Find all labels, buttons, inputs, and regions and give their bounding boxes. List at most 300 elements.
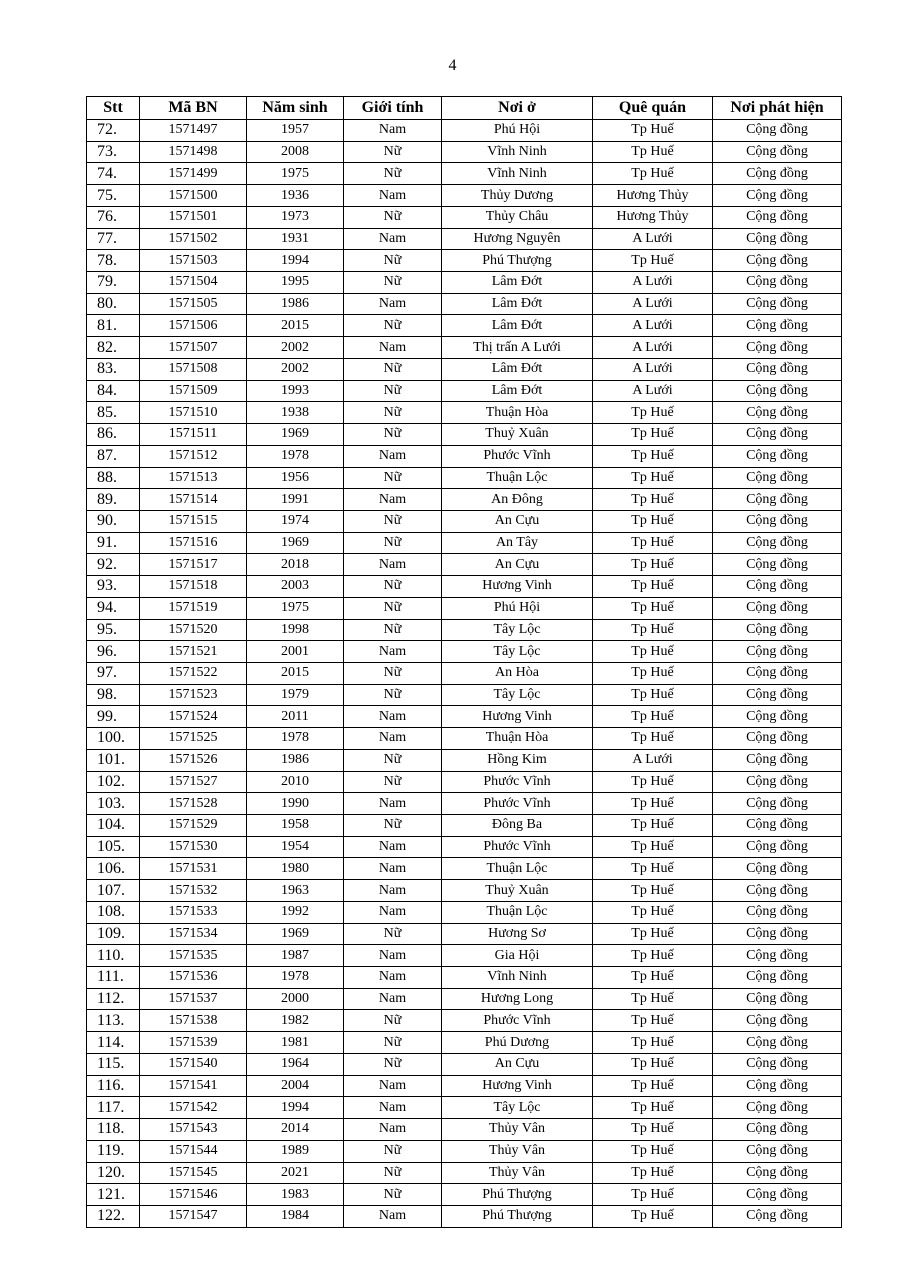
cell-detection-place: Cộng đồng [713,293,842,315]
cell-gender: Nam [344,337,442,359]
cell-detection-place: Cộng đồng [713,858,842,880]
table-row [87,771,842,793]
cell-detection-place: Cộng đồng [713,662,842,684]
table-row [87,597,842,619]
cell-residence: Phú Dương [442,1032,593,1054]
cell-gender: Nữ [344,532,442,554]
table-row [87,836,842,858]
cell-detection-place: Cộng đồng [713,185,842,207]
cell-residence: Vĩnh Ninh [442,967,593,989]
table-row [87,815,842,837]
cell-birth-year: 1978 [247,728,344,750]
cell-gender: Nữ [344,1010,442,1032]
cell-hometown: Tp Huế [593,836,713,858]
cell-residence: Thủy Dương [442,185,593,207]
table-row [87,337,842,359]
cell-birth-year: 1936 [247,185,344,207]
cell-hometown: Tp Huế [593,771,713,793]
cell-residence: Tây Lộc [442,684,593,706]
cell-hometown: Tp Huế [593,510,713,532]
cell-gender: Nữ [344,1053,442,1075]
table-row [87,880,842,902]
cell-gender: Nữ [344,1162,442,1184]
cell-birth-year: 2004 [247,1075,344,1097]
cell-patient-code: 1571530 [140,836,247,858]
table-row [87,1162,842,1184]
cell-patient-code: 1571498 [140,141,247,163]
cell-hometown: Tp Huế [593,120,713,142]
table-row [87,489,842,511]
cell-patient-code: 1571524 [140,706,247,728]
cell-hometown: Tp Huế [593,1097,713,1119]
cell-residence: An Cựu [442,1053,593,1075]
table-row [87,1010,842,1032]
cell-hometown: Tp Huế [593,641,713,663]
cell-gender: Nam [344,1205,442,1227]
cell-patient-code: 1571503 [140,250,247,272]
cell-stt: 73. [87,141,140,163]
cell-patient-code: 1571534 [140,923,247,945]
cell-residence: Thủy Châu [442,206,593,228]
table-row [87,619,842,641]
cell-birth-year: 1969 [247,923,344,945]
cell-detection-place: Cộng đồng [713,836,842,858]
cell-patient-code: 1571526 [140,749,247,771]
table-row [87,576,842,598]
cell-stt: 104. [87,815,140,837]
cell-hometown: Tp Huế [593,1162,713,1184]
cell-stt: 95. [87,619,140,641]
cell-birth-year: 1981 [247,1032,344,1054]
cell-hometown: Tp Huế [593,684,713,706]
cell-stt: 122. [87,1205,140,1227]
cell-residence: An Cựu [442,554,593,576]
cell-detection-place: Cộng đồng [713,728,842,750]
cell-hometown: Hương Thủy [593,206,713,228]
cell-patient-code: 1571532 [140,880,247,902]
cell-stt: 80. [87,293,140,315]
cell-birth-year: 1987 [247,945,344,967]
cell-hometown: Tp Huế [593,1140,713,1162]
cell-residence: Phước Vĩnh [442,1010,593,1032]
cell-hometown: Tp Huế [593,576,713,598]
cell-patient-code: 1571537 [140,988,247,1010]
cell-birth-year: 2001 [247,641,344,663]
cell-birth-year: 1979 [247,684,344,706]
cell-stt: 119. [87,1140,140,1162]
cell-hometown: Tp Huế [593,793,713,815]
cell-detection-place: Cộng đồng [713,445,842,467]
cell-detection-place: Cộng đồng [713,1053,842,1075]
table-row [87,945,842,967]
cell-birth-year: 1984 [247,1205,344,1227]
cell-birth-year: 2011 [247,706,344,728]
cell-residence: Thuỷ Xuân [442,880,593,902]
cell-detection-place: Cộng đồng [713,489,842,511]
header-residence: Nơi ở [442,97,593,120]
cell-residence: Lâm Đớt [442,315,593,337]
cell-detection-place: Cộng đồng [713,510,842,532]
cell-stt: 113. [87,1010,140,1032]
cell-gender: Nữ [344,684,442,706]
cell-stt: 101. [87,749,140,771]
cell-detection-place: Cộng đồng [713,815,842,837]
cell-residence: An Hòa [442,662,593,684]
cell-detection-place: Cộng đồng [713,1010,842,1032]
cell-patient-code: 1571497 [140,120,247,142]
cell-hometown: Tp Huế [593,532,713,554]
cell-residence: Phước Vĩnh [442,771,593,793]
cell-detection-place: Cộng đồng [713,228,842,250]
cell-hometown: Tp Huế [593,880,713,902]
cell-detection-place: Cộng đồng [713,988,842,1010]
cell-patient-code: 1571529 [140,815,247,837]
cell-stt: 96. [87,641,140,663]
cell-stt: 108. [87,901,140,923]
table-row [87,858,842,880]
header-stt: Stt [87,97,140,120]
cell-residence: Hương Vinh [442,706,593,728]
cell-stt: 111. [87,967,140,989]
cell-patient-code: 1571500 [140,185,247,207]
cell-detection-place: Cộng đồng [713,576,842,598]
cell-gender: Nam [344,858,442,880]
cell-stt: 94. [87,597,140,619]
cell-hometown: Tp Huế [593,967,713,989]
table-row [87,1140,842,1162]
cell-residence: Thuận Hòa [442,728,593,750]
cell-patient-code: 1571513 [140,467,247,489]
cell-stt: 76. [87,206,140,228]
cell-stt: 74. [87,163,140,185]
cell-gender: Nữ [344,1032,442,1054]
cell-gender: Nam [344,293,442,315]
cell-detection-place: Cộng đồng [713,945,842,967]
cell-residence: Thuận Lộc [442,858,593,880]
cell-patient-code: 1571509 [140,380,247,402]
cell-residence: Phú Hội [442,120,593,142]
table-row [87,1032,842,1054]
cell-detection-place: Cộng đồng [713,967,842,989]
cell-birth-year: 1998 [247,619,344,641]
cell-stt: 112. [87,988,140,1010]
cell-birth-year: 2018 [247,554,344,576]
cell-patient-code: 1571508 [140,358,247,380]
cell-patient-code: 1571544 [140,1140,247,1162]
cell-patient-code: 1571533 [140,901,247,923]
cell-detection-place: Cộng đồng [713,641,842,663]
cell-patient-code: 1571506 [140,315,247,337]
cell-detection-place: Cộng đồng [713,684,842,706]
cell-gender: Nữ [344,467,442,489]
cell-gender: Nữ [344,576,442,598]
cell-residence: Tây Lộc [442,641,593,663]
cell-residence: Hương Vinh [442,576,593,598]
cell-detection-place: Cộng đồng [713,1162,842,1184]
cell-hometown: A Lưới [593,749,713,771]
cell-patient-code: 1571501 [140,206,247,228]
cell-gender: Nữ [344,662,442,684]
cell-hometown: Tp Huế [593,988,713,1010]
cell-hometown: A Lưới [593,380,713,402]
cell-hometown: Tp Huế [593,1053,713,1075]
cell-birth-year: 1995 [247,272,344,294]
page-number: 4 [448,57,457,74]
patient-table [86,96,842,1228]
cell-birth-year: 2014 [247,1119,344,1141]
cell-detection-place: Cộng đồng [713,771,842,793]
cell-patient-code: 1571504 [140,272,247,294]
cell-residence: Thuận Lộc [442,901,593,923]
cell-birth-year: 1964 [247,1053,344,1075]
cell-stt: 91. [87,532,140,554]
cell-residence: Phú Thượng [442,250,593,272]
cell-detection-place: Cộng đồng [713,880,842,902]
cell-patient-code: 1571510 [140,402,247,424]
cell-birth-year: 2021 [247,1162,344,1184]
cell-hometown: Tp Huế [593,1184,713,1206]
cell-stt: 109. [87,923,140,945]
cell-stt: 97. [87,662,140,684]
cell-birth-year: 1954 [247,836,344,858]
table-row [87,510,842,532]
cell-detection-place: Cộng đồng [713,315,842,337]
cell-residence: Tây Lộc [442,619,593,641]
cell-detection-place: Cộng đồng [713,901,842,923]
cell-stt: 103. [87,793,140,815]
cell-patient-code: 1571541 [140,1075,247,1097]
table-row [87,1184,842,1206]
cell-birth-year: 1991 [247,489,344,511]
cell-gender: Nữ [344,380,442,402]
cell-stt: 79. [87,272,140,294]
cell-gender: Nam [344,228,442,250]
table-row [87,206,842,228]
cell-residence: Hồng Kim [442,749,593,771]
cell-residence: Hương Long [442,988,593,1010]
table-row [87,185,842,207]
cell-birth-year: 1958 [247,815,344,837]
table-row [87,901,842,923]
cell-stt: 120. [87,1162,140,1184]
cell-stt: 82. [87,337,140,359]
cell-gender: Nam [344,967,442,989]
cell-patient-code: 1571518 [140,576,247,598]
cell-stt: 88. [87,467,140,489]
cell-birth-year: 1957 [247,120,344,142]
cell-hometown: A Lưới [593,228,713,250]
cell-gender: Nam [344,945,442,967]
cell-detection-place: Cộng đồng [713,706,842,728]
cell-detection-place: Cộng đồng [713,554,842,576]
cell-patient-code: 1571515 [140,510,247,532]
cell-gender: Nữ [344,923,442,945]
cell-residence: Thuỷ Xuân [442,424,593,446]
table-row [87,380,842,402]
cell-gender: Nữ [344,163,442,185]
cell-hometown: Tp Huế [593,815,713,837]
cell-patient-code: 1571516 [140,532,247,554]
cell-gender: Nam [344,489,442,511]
cell-stt: 115. [87,1053,140,1075]
cell-hometown: Tp Huế [593,923,713,945]
cell-gender: Nữ [344,510,442,532]
cell-patient-code: 1571545 [140,1162,247,1184]
table-row [87,1205,842,1227]
cell-gender: Nữ [344,597,442,619]
table-row [87,228,842,250]
cell-stt: 89. [87,489,140,511]
table-row [87,684,842,706]
cell-gender: Nữ [344,749,442,771]
cell-residence: Thủy Vân [442,1119,593,1141]
cell-detection-place: Cộng đồng [713,467,842,489]
cell-gender: Nam [344,728,442,750]
cell-birth-year: 1969 [247,424,344,446]
cell-stt: 121. [87,1184,140,1206]
cell-stt: 98. [87,684,140,706]
cell-detection-place: Cộng đồng [713,424,842,446]
cell-hometown: Tp Huế [593,445,713,467]
cell-gender: Nam [344,836,442,858]
cell-stt: 116. [87,1075,140,1097]
cell-patient-code: 1571528 [140,793,247,815]
table-row [87,445,842,467]
header-gender: Giới tính [344,97,442,120]
cell-residence: Phú Thượng [442,1205,593,1227]
cell-gender: Nữ [344,206,442,228]
cell-stt: 78. [87,250,140,272]
cell-gender: Nữ [344,250,442,272]
cell-patient-code: 1571540 [140,1053,247,1075]
cell-birth-year: 2015 [247,662,344,684]
cell-stt: 110. [87,945,140,967]
cell-stt: 77. [87,228,140,250]
cell-birth-year: 1978 [247,445,344,467]
cell-stt: 100. [87,728,140,750]
cell-hometown: Tp Huế [593,467,713,489]
cell-detection-place: Cộng đồng [713,1205,842,1227]
cell-residence: Thủy Vân [442,1162,593,1184]
cell-stt: 83. [87,358,140,380]
cell-birth-year: 2002 [247,337,344,359]
cell-birth-year: 1993 [247,380,344,402]
cell-residence: Lâm Đớt [442,293,593,315]
cell-detection-place: Cộng đồng [713,1097,842,1119]
cell-residence: Phú Thượng [442,1184,593,1206]
cell-birth-year: 1969 [247,532,344,554]
cell-detection-place: Cộng đồng [713,619,842,641]
cell-residence: An Tây [442,532,593,554]
cell-detection-place: Cộng đồng [713,1184,842,1206]
cell-residence: Vĩnh Ninh [442,141,593,163]
cell-patient-code: 1571511 [140,424,247,446]
cell-patient-code: 1571525 [140,728,247,750]
cell-hometown: Tp Huế [593,141,713,163]
cell-patient-code: 1571547 [140,1205,247,1227]
cell-stt: 85. [87,402,140,424]
cell-stt: 84. [87,380,140,402]
header-patient-code: Mã BN [140,97,247,120]
table-row [87,967,842,989]
table-row [87,424,842,446]
cell-birth-year: 1980 [247,858,344,880]
cell-birth-year: 2008 [247,141,344,163]
cell-gender: Nam [344,988,442,1010]
cell-hometown: A Lưới [593,293,713,315]
cell-patient-code: 1571543 [140,1119,247,1141]
table-row [87,141,842,163]
cell-hometown: Tp Huế [593,706,713,728]
cell-gender: Nam [344,1097,442,1119]
table-row [87,1053,842,1075]
cell-hometown: Tp Huế [593,945,713,967]
cell-residence: Phước Vĩnh [442,445,593,467]
table-row [87,1075,842,1097]
cell-hometown: Tp Huế [593,424,713,446]
cell-patient-code: 1571519 [140,597,247,619]
cell-birth-year: 1986 [247,293,344,315]
cell-detection-place: Cộng đồng [713,1119,842,1141]
cell-stt: 90. [87,510,140,532]
cell-hometown: Tp Huế [593,402,713,424]
cell-stt: 107. [87,880,140,902]
cell-detection-place: Cộng đồng [713,532,842,554]
cell-detection-place: Cộng đồng [713,358,842,380]
cell-stt: 102. [87,771,140,793]
cell-patient-code: 1571542 [140,1097,247,1119]
cell-hometown: Tp Huế [593,728,713,750]
cell-hometown: Tp Huế [593,1205,713,1227]
cell-patient-code: 1571539 [140,1032,247,1054]
cell-birth-year: 2015 [247,315,344,337]
cell-stt: 92. [87,554,140,576]
table-row [87,163,842,185]
table-row [87,1097,842,1119]
cell-patient-code: 1571514 [140,489,247,511]
cell-stt: 99. [87,706,140,728]
cell-birth-year: 1983 [247,1184,344,1206]
cell-gender: Nam [344,901,442,923]
cell-stt: 93. [87,576,140,598]
cell-birth-year: 1938 [247,402,344,424]
cell-hometown: Tp Huế [593,1010,713,1032]
cell-residence: Hương Sơ [442,923,593,945]
cell-hometown: A Lưới [593,358,713,380]
cell-birth-year: 1963 [247,880,344,902]
cell-birth-year: 1975 [247,597,344,619]
cell-birth-year: 2000 [247,988,344,1010]
cell-residence: Hương Vinh [442,1075,593,1097]
header-hometown: Quê quán [593,97,713,120]
cell-hometown: Tp Huế [593,597,713,619]
cell-gender: Nam [344,641,442,663]
cell-gender: Nam [344,793,442,815]
cell-detection-place: Cộng đồng [713,1075,842,1097]
cell-gender: Nam [344,880,442,902]
cell-hometown: A Lưới [593,272,713,294]
cell-birth-year: 1978 [247,967,344,989]
cell-stt: 114. [87,1032,140,1054]
cell-residence: Thị trấn A Lưới [442,337,593,359]
cell-birth-year: 1973 [247,206,344,228]
table-row [87,402,842,424]
cell-residence: Hương Nguyên [442,228,593,250]
cell-patient-code: 1571535 [140,945,247,967]
cell-hometown: Hương Thủy [593,185,713,207]
table-row [87,315,842,337]
table-row [87,532,842,554]
